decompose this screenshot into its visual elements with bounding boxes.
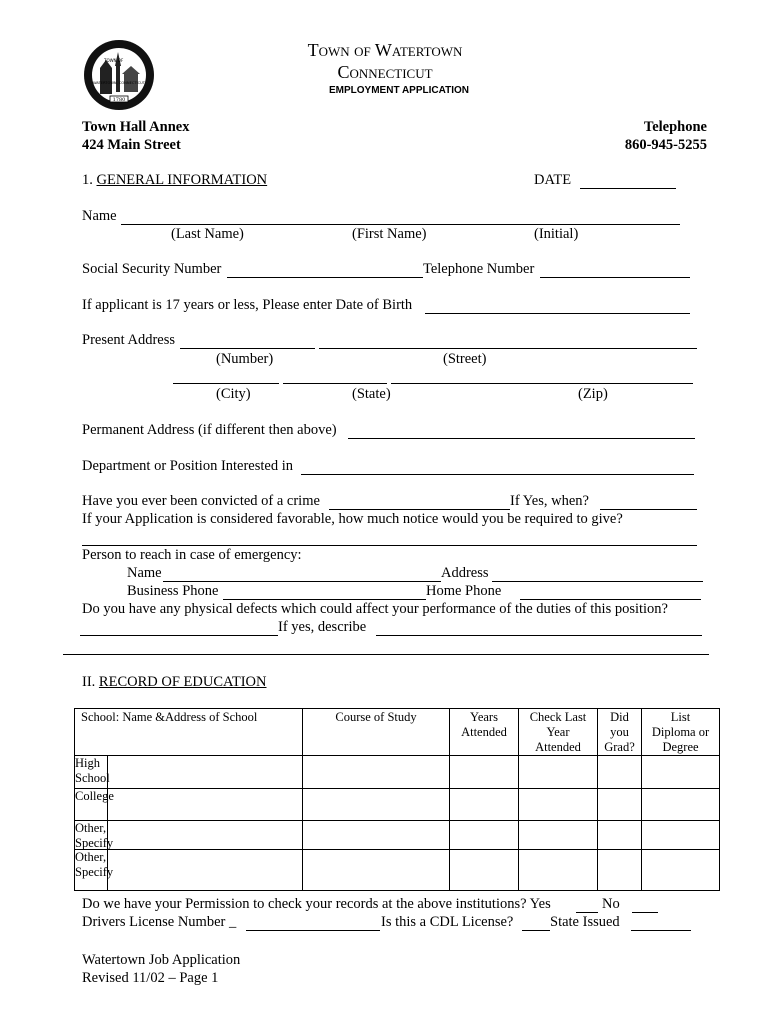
notice-label: If your Application is considered favorable, how much notice would you be required to give? xyxy=(82,511,623,527)
address-street-field[interactable] xyxy=(319,348,697,349)
defects-label: Do you have any physical defects which could affect your performance of the duties of this position? xyxy=(82,601,668,617)
address-line1: Town Hall Annex xyxy=(82,119,190,135)
title-town xyxy=(0,40,770,61)
address-line2: 424 Main Street xyxy=(82,137,181,153)
street-caption: (Street) xyxy=(443,351,487,367)
col-header-course: Course of Study xyxy=(303,709,450,756)
state-caption: (State) xyxy=(352,386,391,402)
notice-field[interactable] xyxy=(82,545,697,546)
footer-line2: Revised 11/02 – Page 1 xyxy=(82,970,219,986)
col-header-diploma: List Diploma or Degree xyxy=(642,709,720,756)
home-phone-field[interactable] xyxy=(520,599,701,600)
if-yes-describe-label: If yes, describe xyxy=(278,619,367,635)
license-label: Drivers License Number _ xyxy=(82,914,237,930)
last-year-input[interactable] xyxy=(519,821,598,850)
last-name-caption: (Last Name) xyxy=(171,226,244,242)
title-state xyxy=(0,62,770,83)
describe-field[interactable] xyxy=(376,635,702,636)
diploma-input[interactable] xyxy=(642,821,720,850)
permanent-address-field[interactable] xyxy=(348,438,695,439)
permission-no-field[interactable] xyxy=(632,912,658,913)
subtitle: EMPLOYMENT APPLICATION xyxy=(329,85,469,96)
table-row xyxy=(75,789,720,821)
if-yes-when-label: If Yes, when? xyxy=(510,493,589,509)
school-name-input[interactable] xyxy=(108,821,302,849)
school-cell xyxy=(75,789,303,821)
city-caption: (City) xyxy=(216,386,251,402)
diploma-input[interactable] xyxy=(642,756,720,789)
section-number: 1. xyxy=(82,172,97,188)
zip-caption: (Zip) xyxy=(578,386,608,402)
convicted-label: Have you ever been convicted of a crime xyxy=(82,493,320,509)
course-input[interactable] xyxy=(303,850,450,891)
business-phone-field[interactable] xyxy=(223,599,426,600)
title-town-text: Town of Watertown xyxy=(307,40,463,60)
row-label: College xyxy=(75,789,108,820)
last-year-input[interactable] xyxy=(519,850,598,891)
col-header-last-year: Check Last Year Attended xyxy=(519,709,598,756)
course-input[interactable] xyxy=(303,789,450,821)
license-field[interactable] xyxy=(246,930,380,931)
address-zip-field[interactable] xyxy=(391,383,693,384)
school-cell xyxy=(75,821,303,850)
school-name-input[interactable] xyxy=(108,756,302,788)
permanent-address-label: Permanent Address (if different then above) xyxy=(82,422,337,438)
date-field[interactable] xyxy=(580,188,676,189)
describe-field-2[interactable] xyxy=(63,654,709,655)
diploma-input[interactable] xyxy=(642,850,720,891)
school-name-input[interactable] xyxy=(108,850,302,890)
school-cell xyxy=(75,756,303,789)
address-state-field[interactable] xyxy=(283,383,387,384)
svg-text:WATERTOWN, CONNECTICUT: WATERTOWN, CONNECTICUT xyxy=(93,81,145,85)
number-caption: (Number) xyxy=(216,351,274,367)
last-year-input[interactable] xyxy=(519,756,598,789)
address-city-field[interactable] xyxy=(173,383,279,384)
dob-label: If applicant is 17 years or less, Please enter Date of Birth xyxy=(82,297,413,313)
years-input[interactable] xyxy=(450,850,519,891)
date-label: DATE xyxy=(534,172,572,188)
defects-answer-field[interactable] xyxy=(80,635,278,636)
first-name-caption: (First Name) xyxy=(352,226,427,242)
education-table xyxy=(74,708,720,891)
cdl-field[interactable] xyxy=(522,930,550,931)
name-field[interactable] xyxy=(121,224,680,225)
permission-yes-field[interactable] xyxy=(576,912,598,913)
phone-number: 860-945-5255 xyxy=(624,137,707,153)
address-number-field[interactable] xyxy=(180,348,315,349)
permission-no-label: No xyxy=(602,896,620,912)
grad-input[interactable] xyxy=(598,756,642,789)
col-header-years: Years Attended xyxy=(450,709,519,756)
emergency-address-label: Address xyxy=(441,565,489,581)
when-field[interactable] xyxy=(600,509,697,510)
state-issued-label: State Issued xyxy=(550,914,620,930)
col-header-school: School: Name &Address of School xyxy=(75,709,303,756)
dob-field[interactable] xyxy=(425,313,690,314)
permission-question: Do we have your Permission to check your records at the above institutions? Yes xyxy=(82,896,551,912)
ssn-field[interactable] xyxy=(227,277,423,278)
initial-caption: (Initial) xyxy=(534,226,579,242)
state-issued-field[interactable] xyxy=(631,930,691,931)
cdl-label: Is this a CDL License? xyxy=(381,914,514,930)
table-row xyxy=(75,756,720,789)
svg-text:TOWN OF: TOWN OF xyxy=(104,58,124,63)
telephone-label: Telephone Number xyxy=(423,261,535,277)
emergency-name-field[interactable] xyxy=(163,581,441,582)
department-label: Department or Position Interested in xyxy=(82,458,294,474)
years-input[interactable] xyxy=(450,789,519,821)
emergency-label: Person to reach in case of emergency: xyxy=(82,547,302,563)
home-phone-label: Home Phone xyxy=(426,583,502,599)
grad-input[interactable] xyxy=(598,850,642,891)
section-title: RECORD OF EDUCATION xyxy=(98,674,267,690)
course-input[interactable] xyxy=(303,756,450,789)
row-label: Other, Specify xyxy=(75,850,108,890)
ssn-label: Social Security Number xyxy=(82,261,222,277)
years-input[interactable] xyxy=(450,756,519,789)
title-state-text: Connecticut xyxy=(337,62,433,82)
department-field[interactable] xyxy=(301,474,694,475)
section-number: II. xyxy=(82,674,99,690)
table-row xyxy=(75,821,720,850)
svg-text:1780: 1780 xyxy=(112,97,126,103)
row-label: Other, Specify xyxy=(75,821,114,850)
section-general-heading xyxy=(82,172,267,189)
emergency-address-field[interactable] xyxy=(492,581,703,582)
table-row xyxy=(75,850,720,891)
section-title: GENERAL INFORMATION xyxy=(96,172,268,188)
emergency-name-label: Name xyxy=(127,565,162,581)
course-input[interactable] xyxy=(303,821,450,850)
present-address-label: Present Address xyxy=(82,332,176,348)
name-label: Name xyxy=(82,208,117,224)
years-input[interactable] xyxy=(450,821,519,850)
last-year-input[interactable] xyxy=(519,789,598,821)
school-cell xyxy=(75,850,303,891)
row-label: High School xyxy=(75,756,108,788)
col-header-grad: Did you Grad? xyxy=(598,709,642,756)
diploma-input[interactable] xyxy=(642,789,720,821)
convicted-field[interactable] xyxy=(329,509,510,510)
telephone-field[interactable] xyxy=(540,277,690,278)
section-education-heading xyxy=(82,674,267,691)
business-phone-label: Business Phone xyxy=(127,583,219,599)
footer-line1: Watertown Job Application xyxy=(82,952,241,968)
grad-input[interactable] xyxy=(598,789,642,821)
school-name-input[interactable] xyxy=(108,789,302,820)
phone-label: Telephone xyxy=(643,119,707,135)
grad-input[interactable] xyxy=(598,821,642,850)
